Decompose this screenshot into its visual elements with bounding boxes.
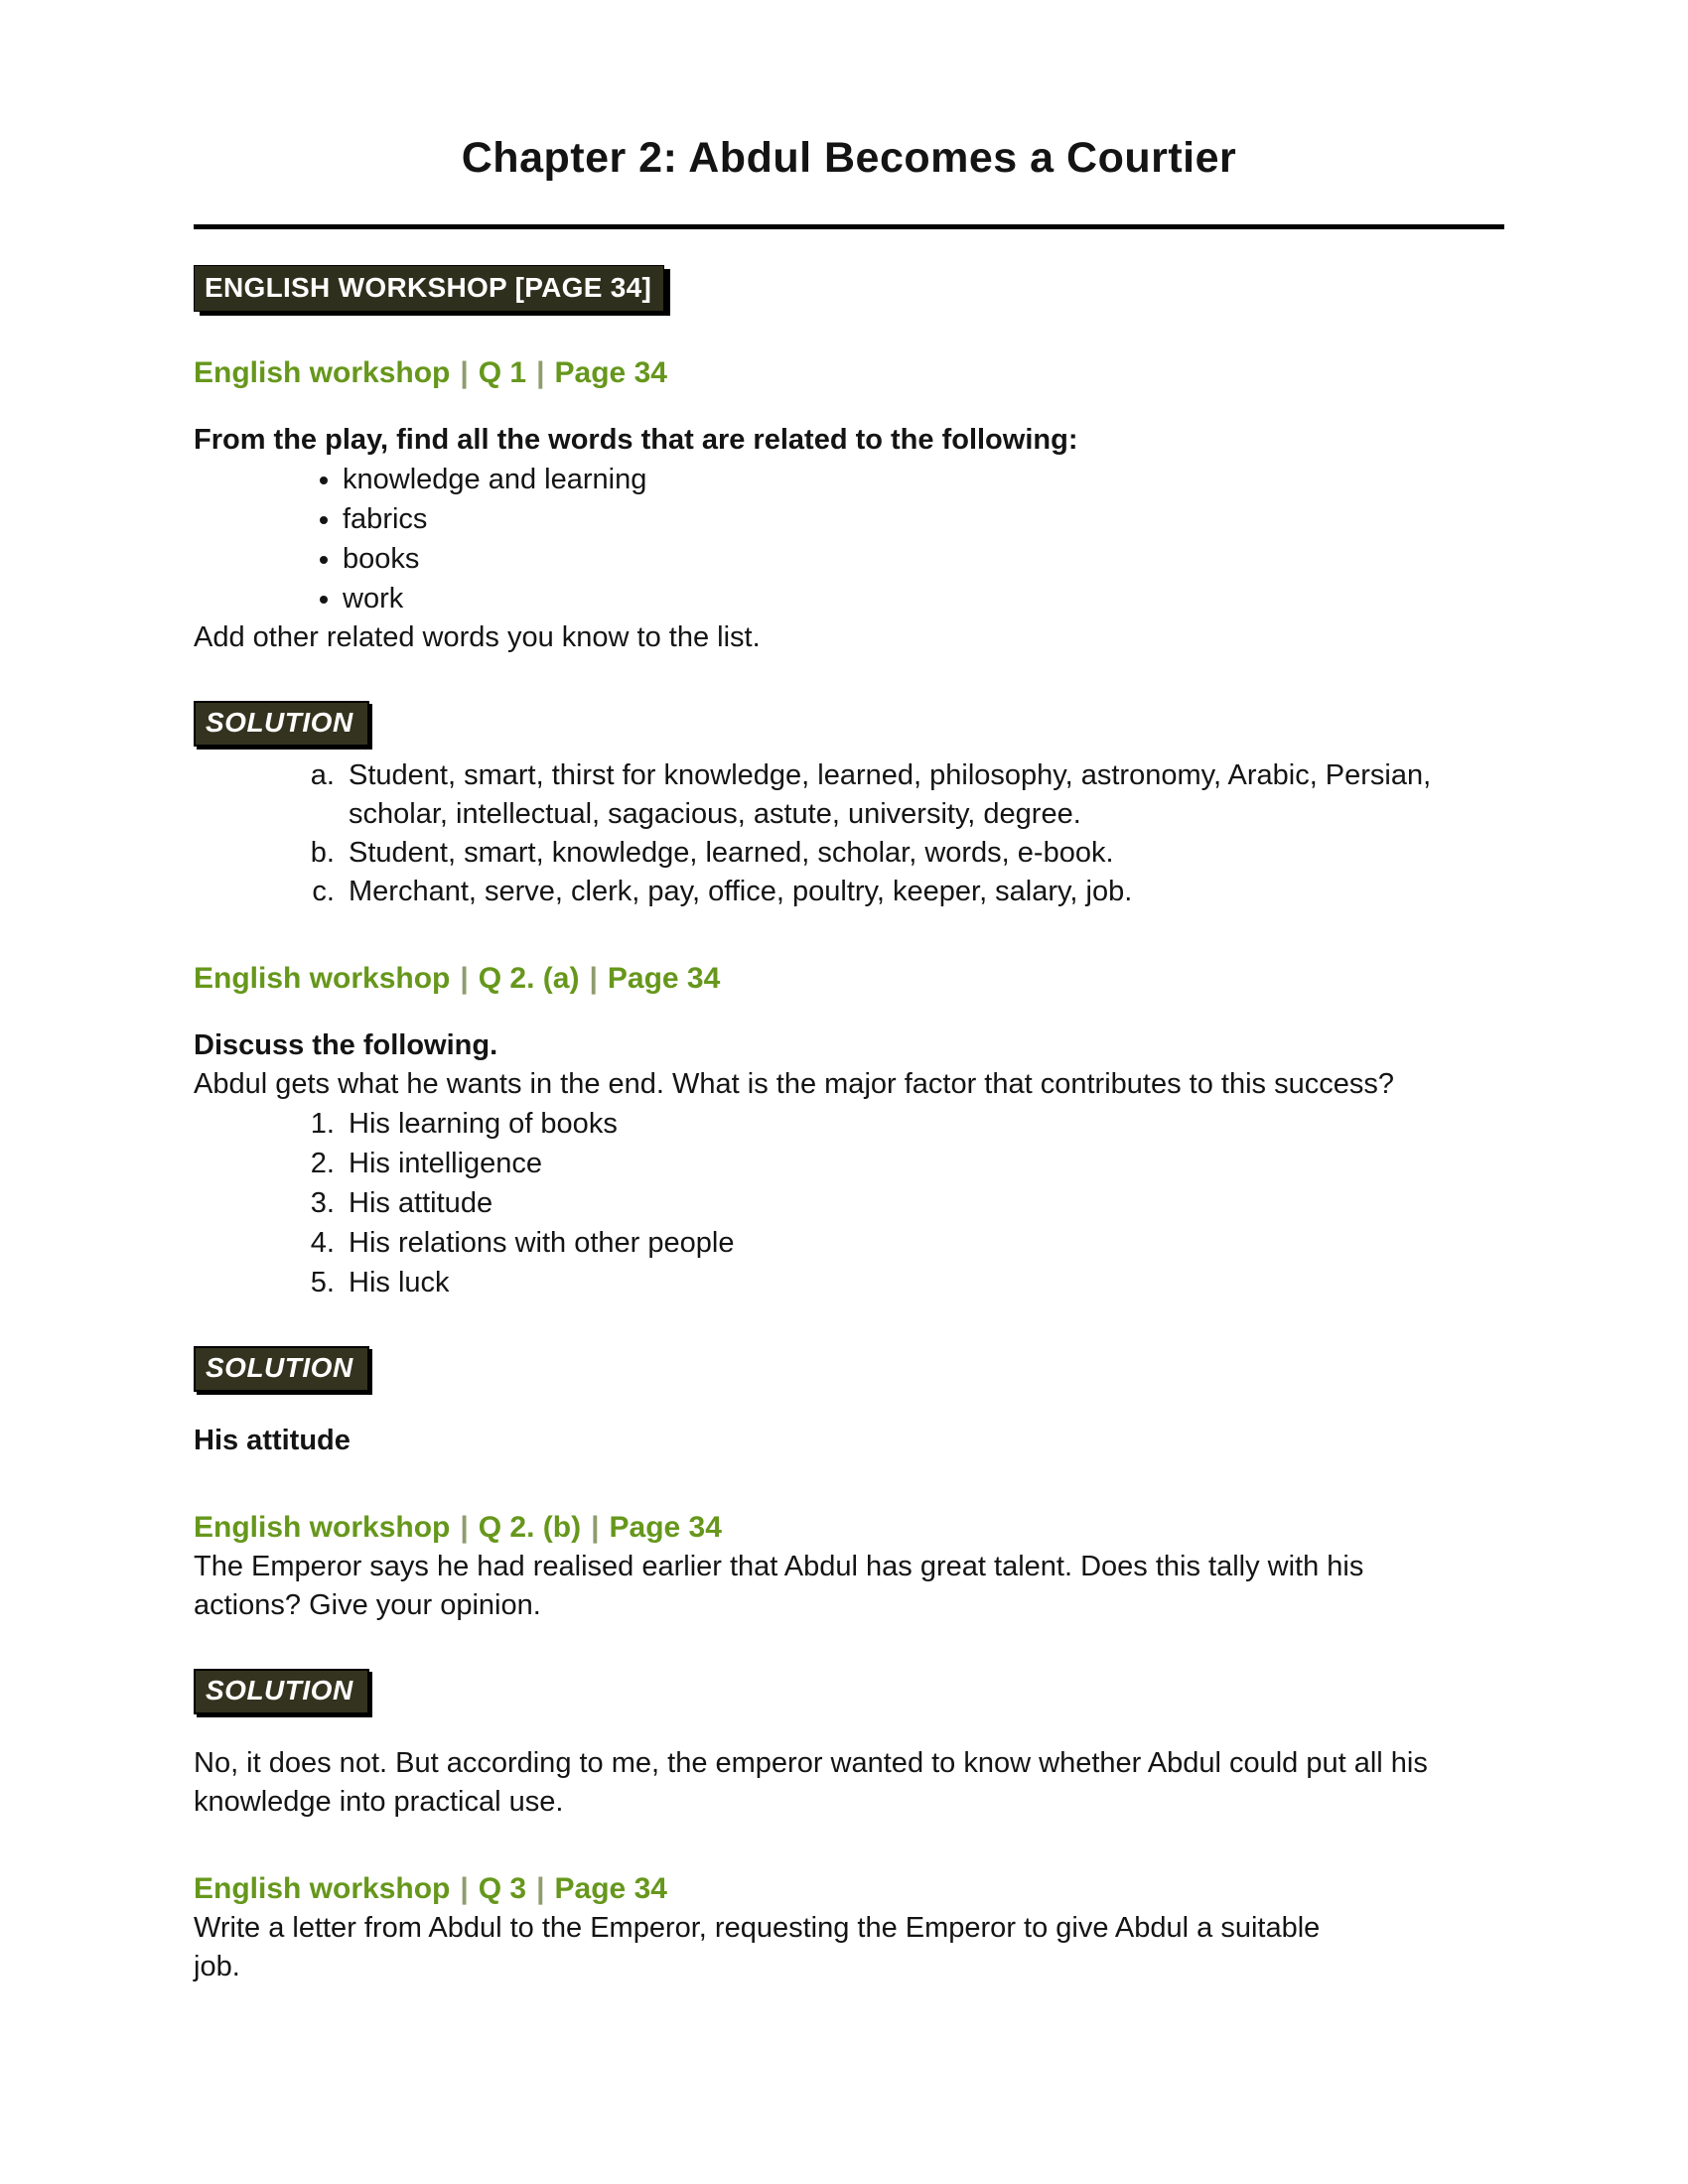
q2b-heading-label: English workshop <box>194 1511 451 1544</box>
q1-heading-number: Q 1 <box>478 356 527 389</box>
q1-heading-label: English workshop <box>194 356 451 389</box>
document-content <box>194 133 1504 1986</box>
option-item: 4. His relations with other people <box>343 1223 1504 1263</box>
q1-heading-page: Page 34 <box>554 356 667 389</box>
pipe-separator: | <box>460 962 469 995</box>
q2b-solution-row <box>194 1669 1504 1714</box>
q1-prompt: From the play, find all the words that are related to the following: <box>194 424 1078 456</box>
answer-item: c. Merchant, serve, clerk, pay, office, poultry, keeper, salary, job. <box>343 873 1475 911</box>
q2a-heading-label: English workshop <box>194 962 451 995</box>
section-banner-row <box>194 265 1504 312</box>
q2a-heading-number: Q 2. (a) <box>478 962 580 995</box>
bullet-item: • work <box>343 579 1504 618</box>
solution-badge: SOLUTION <box>194 701 369 747</box>
q2a-heading-page: Page 34 <box>607 962 721 995</box>
section-banner: ENGLISH WORKSHOP [PAGE 34] <box>194 265 664 312</box>
q2a-solution-row <box>194 1346 1504 1392</box>
bullet-item: • fabrics <box>343 499 1504 539</box>
bullet-item: • books <box>343 539 1504 579</box>
question-heading-q3 <box>194 1871 1504 1907</box>
answer-item: a. Student, smart, thirst for knowledge, learned, philosophy, astronomy, Arabic, Persian, scholar, intellectual, sagacious, astute, university, degree. <box>343 756 1475 834</box>
option-item: 2. His intelligence <box>343 1144 1504 1183</box>
q2b-answer: No, it does not. But according to me, the emperor wanted to know whether Abdul could put all his knowledge into practical use. <box>194 1747 1428 1818</box>
question-heading-q2b <box>194 1510 1504 1546</box>
solution-badge: SOLUTION <box>194 1346 369 1392</box>
q2a-option-list <box>194 1104 1504 1302</box>
pipe-separator: | <box>536 356 545 389</box>
q2a-prompt-title: Discuss the following. <box>194 1029 498 1061</box>
q2b-heading-page: Page 34 <box>609 1511 722 1544</box>
pipe-separator: | <box>589 962 598 995</box>
q2a-answer: His attitude <box>194 1425 351 1456</box>
option-item: 1. His learning of books <box>343 1104 1504 1144</box>
pipe-separator: | <box>460 1511 469 1544</box>
pipe-separator: | <box>460 1872 469 1905</box>
q3-prompt: Write a letter from Abdul to the Emperor, requesting the Emperor to give Abdul a suitable job. <box>194 1912 1321 1982</box>
q3-heading-number: Q 3 <box>478 1872 527 1905</box>
question-heading-q2a <box>194 961 1504 997</box>
pipe-separator: | <box>591 1511 600 1544</box>
q2a-prompt: Abdul gets what he wants in the end. What is the major factor that contributes to this success? <box>194 1068 1394 1100</box>
q3-heading-page: Page 34 <box>554 1872 667 1905</box>
q1-bullet-list <box>194 460 1504 618</box>
pipe-separator: | <box>536 1872 545 1905</box>
question-heading-q1 <box>194 355 1504 391</box>
q2b-prompt: The Emperor says he had realised earlier that Abdul has great talent. Does this tally with his actions? Give your opinion. <box>194 1551 1364 1621</box>
q2b-heading-number: Q 2. (b) <box>478 1511 582 1544</box>
title-divider <box>194 224 1504 229</box>
q1-answer-list <box>194 756 1475 911</box>
answer-item: b. Student, smart, knowledge, learned, scholar, words, e-book. <box>343 834 1475 873</box>
page-title: Chapter 2: Abdul Becomes a Courtier <box>461 134 1237 182</box>
q1-solution-row <box>194 701 1504 747</box>
pipe-separator: | <box>460 356 469 389</box>
q3-heading-label: English workshop <box>194 1872 451 1905</box>
option-item: 5. His luck <box>343 1263 1504 1302</box>
q1-note: Add other related words you know to the list. <box>194 621 761 653</box>
solution-badge: SOLUTION <box>194 1669 369 1714</box>
option-item: 3. His attitude <box>343 1183 1504 1223</box>
bullet-item: • knowledge and learning <box>343 460 1504 499</box>
